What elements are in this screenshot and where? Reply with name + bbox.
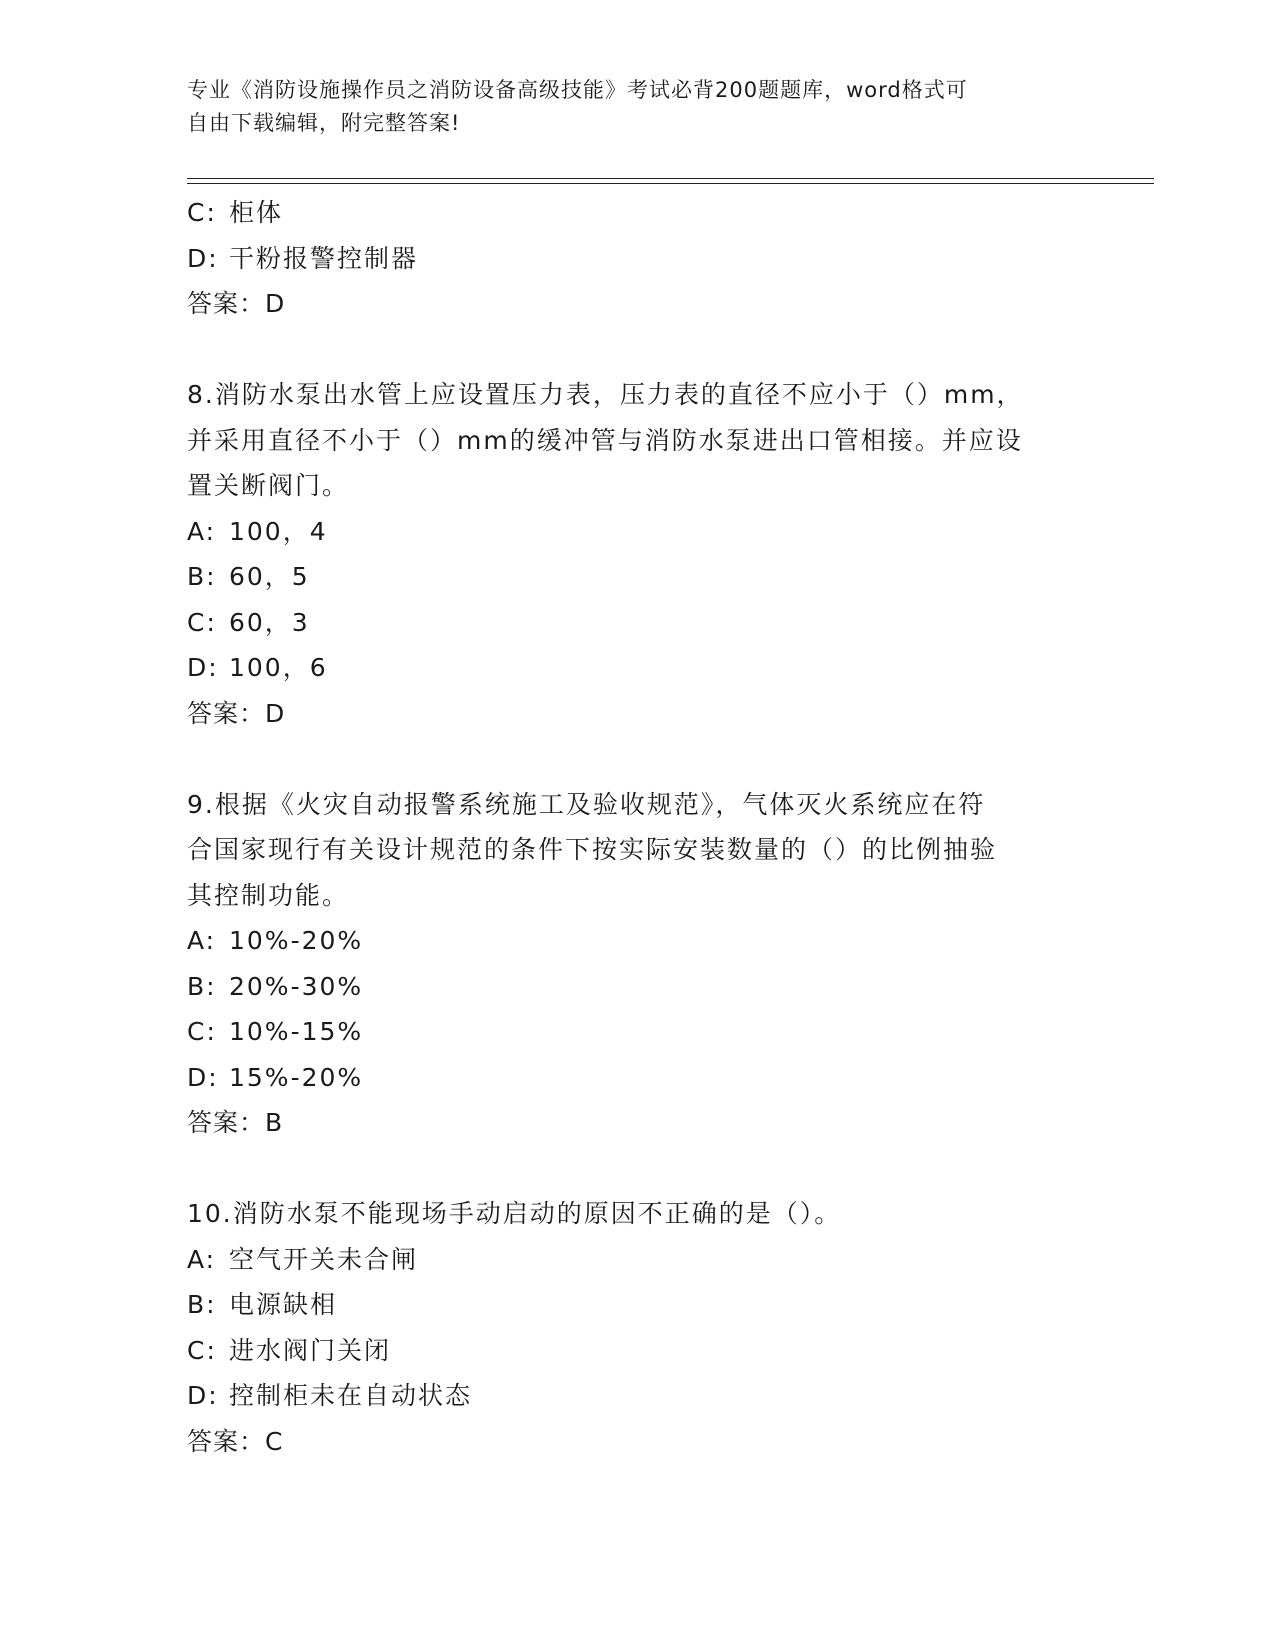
option-text: 100，6 xyxy=(229,653,328,682)
option-key: A: xyxy=(187,926,217,955)
option-a xyxy=(187,918,1067,964)
option-key: D: xyxy=(187,653,219,682)
option-text: 干粉报警控制器 xyxy=(229,243,419,273)
question-8 xyxy=(187,372,1067,736)
option-text: 进水阀门关闭 xyxy=(229,1335,392,1365)
option-key: B: xyxy=(187,971,217,1001)
option-key: C: xyxy=(187,198,217,227)
option-b xyxy=(187,554,1067,600)
option-d xyxy=(187,1373,1067,1419)
option-key: B: xyxy=(187,562,217,591)
option-text: 柜体 xyxy=(229,198,284,227)
option-text: 空气开关未合闸 xyxy=(229,1244,419,1274)
option-b xyxy=(187,1282,1067,1328)
question-text-line: 合国家现行有关设计规范的条件下按实际安装数量的（）的比例抽验 xyxy=(187,835,998,864)
option-key: D: xyxy=(187,1381,219,1410)
header-title-line-2: 自由下载编辑，附完整答案! xyxy=(187,111,461,135)
option-c xyxy=(187,190,1067,236)
option-text: 10%-15% xyxy=(229,1017,364,1046)
question-text-line: 其控制功能。 xyxy=(187,880,350,910)
option-b xyxy=(187,964,1067,1010)
question-text-line: 10.消防水泵不能现场手动启动的原因不正确的是（）。 xyxy=(187,1199,842,1228)
option-key: A: xyxy=(187,1244,217,1274)
header-divider xyxy=(187,178,1154,184)
option-d xyxy=(187,236,1067,282)
question-text-line: 并采用直径不小于（）mm的缓冲管与消防水泵进出口管相接。并应设 xyxy=(187,425,1023,455)
answer-line: 答案：D xyxy=(187,289,286,318)
option-text: 电源缺相 xyxy=(229,1290,338,1319)
option-c xyxy=(187,1328,1067,1374)
option-key: C: xyxy=(187,1017,217,1046)
option-a xyxy=(187,509,1067,555)
option-text: 100，4 xyxy=(229,516,328,546)
question-10 xyxy=(187,1191,1067,1464)
option-text: 15%-20% xyxy=(229,1062,364,1092)
question-text-line: 9.根据《火灾自动报警系统施工及验收规范》，气体灭火系统应在符 xyxy=(187,789,986,819)
option-key: D: xyxy=(187,1062,219,1092)
page-header xyxy=(187,74,1067,140)
option-text: 控制柜未在自动状态 xyxy=(229,1381,473,1410)
option-text: 60，5 xyxy=(229,562,310,591)
option-a xyxy=(187,1237,1067,1283)
option-text: 20%-30% xyxy=(229,971,364,1001)
question-text-line: 置关断阀门。 xyxy=(187,471,350,500)
question-9 xyxy=(187,782,1067,1146)
option-c xyxy=(187,1009,1067,1055)
option-c xyxy=(187,600,1067,646)
option-key: C: xyxy=(187,1335,217,1365)
header-title-line-1: 专业《消防设施操作员之消防设备高级技能》考试必背200题题库，word格式可 xyxy=(187,78,968,102)
option-key: C: xyxy=(187,607,217,637)
option-key: B: xyxy=(187,1290,217,1319)
question-content xyxy=(187,190,1067,1464)
answer-line: 答案：B xyxy=(187,1108,284,1137)
option-d xyxy=(187,1055,1067,1101)
question-text-line: 8.消防水泵出水管上应设置压力表，压力表的直径不应小于（）mm， xyxy=(187,380,1024,409)
option-text: 10%-20% xyxy=(229,926,364,955)
option-key: A: xyxy=(187,516,217,546)
option-d xyxy=(187,645,1067,691)
option-key: D: xyxy=(187,243,219,273)
option-text: 60，3 xyxy=(229,607,310,637)
answer-line: 答案：D xyxy=(187,698,286,728)
answer-line: 答案：C xyxy=(187,1426,284,1456)
